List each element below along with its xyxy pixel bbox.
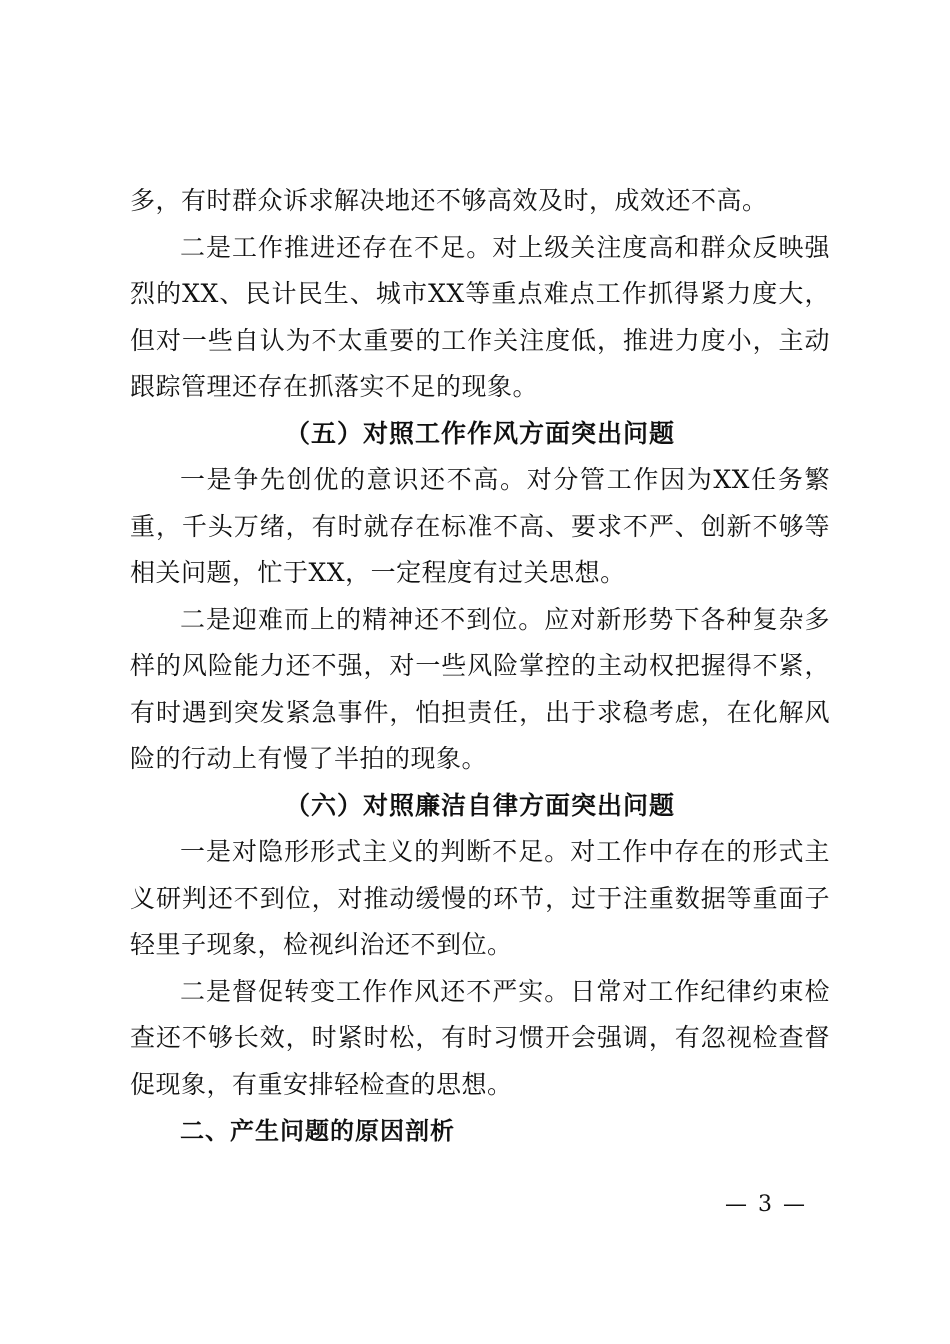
- paragraph-continuation: 多，有时群众诉求解决地还不够高效及时，成效还不高。: [130, 186, 768, 215]
- paragraph-excellence-awareness: 一是争先创优的意识还不高。对分管工作因为XX任务繁重，千头万绪，有时就存在标准不高、要求不严、创新不够等相关问题，忙于XX，一定程度有过关思想。: [130, 465, 830, 587]
- page-number: — 3 —: [725, 1192, 807, 1217]
- paragraph-facing-difficulties: 二是迎难而上的精神还不到位。应对新形势下各种复杂多样的风险能力还不强，对一些风险掌控的主动权把握得不紧，有时遇到突发紧急事件，怕担责任，出于求稳考虑，在化解风险的行动上有慢了半拍的现象。: [130, 604, 830, 773]
- paragraph-supervision: 二是督促转变工作作风还不严实。日常对工作纪律约束检查还不够长效，时紧时松，有时习惯开会强调，有忽视检查督促现象，有重安排轻检查的思想。: [130, 976, 830, 1099]
- paragraph-work-progress: 二是工作推进还存在不足。对上级关注度高和群众反映强烈的XX、民计民生、城市XX等重点难点工作抓得紧力度大，但对一些自认为不太重要的工作关注度低，推进力度小，主动跟踪管理还存在抓落实不足的现象。: [130, 232, 830, 401]
- section-heading-cause-analysis: 二、产生问题的原因剖析: [180, 1117, 455, 1145]
- paragraph-formalism: 一是对隐形形式主义的判断不足。对工作中存在的形式主义研判还不到位，对推动缓慢的环节，过于注重数据等重面子轻里子现象，检视纠治还不到位。: [130, 837, 830, 959]
- subheading-work-style: （五）对照工作作风方面突出问题: [284, 418, 675, 448]
- subheading-integrity: （六）对照廉洁自律方面突出问题: [284, 790, 675, 820]
- body-text: [130, 178, 830, 1155]
